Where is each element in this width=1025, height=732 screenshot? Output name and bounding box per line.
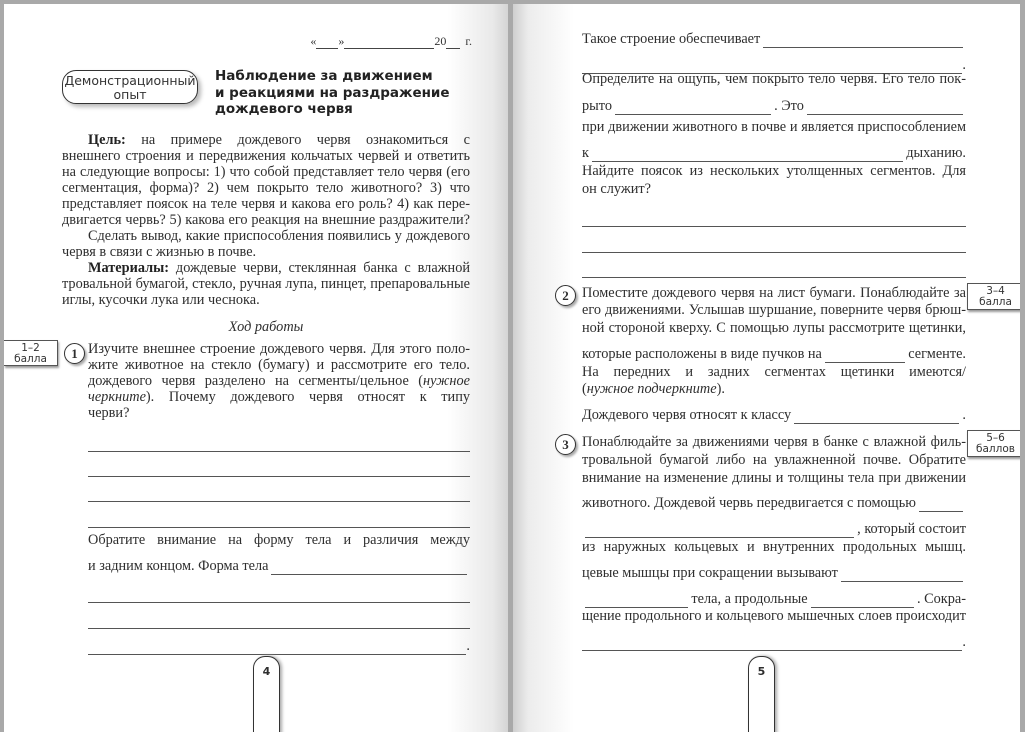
points-value: 3–4	[986, 285, 1005, 297]
right-page	[513, 4, 1020, 732]
text: сегменте.	[908, 346, 966, 362]
text: цевые мышцы при сокращении вызывают	[582, 565, 838, 581]
answer-blank	[615, 101, 771, 115]
text: он служит?	[582, 181, 651, 197]
answer-blank	[88, 463, 470, 477]
text-line	[582, 633, 966, 651]
points-value: 1–2	[21, 342, 40, 354]
text-line	[582, 345, 966, 363]
points-unit: балла	[14, 353, 47, 365]
left-page	[4, 4, 508, 732]
text-line	[582, 301, 966, 319]
text-line	[88, 510, 470, 528]
text: Сделать вывод, какие приспособления появились у дождевого	[88, 228, 470, 244]
text: тровальной бумагой либо на увлажненной почве. Обратите	[582, 452, 966, 468]
answer-blank	[794, 410, 959, 424]
answer-blank	[88, 438, 470, 452]
text-line	[88, 637, 470, 655]
text-line	[88, 404, 470, 422]
text-line	[582, 209, 966, 227]
text: Дождевого червя относят к классу	[582, 407, 792, 423]
answer-blank	[585, 594, 688, 608]
text: На передних и задних сегментах щетинки имеются/	[582, 364, 966, 380]
points-badge-task2	[967, 283, 1020, 310]
demo-label-line: Демонстрационный	[64, 73, 196, 88]
points-unit: балла	[979, 296, 1012, 308]
quote-close: »	[338, 34, 345, 48]
text-line	[582, 564, 966, 582]
answer-blank	[807, 101, 963, 115]
answer-blank	[763, 34, 963, 48]
text: щение продольного и кольцевого мышечных слоев происходит	[582, 608, 966, 624]
text: при движении животного в почве и является приспособлением	[582, 119, 966, 135]
text-line	[88, 585, 470, 603]
bold-label: Материалы:	[88, 260, 170, 276]
text: дыханию.	[906, 145, 966, 161]
italic-text: черкните	[88, 389, 146, 405]
text-line	[582, 319, 966, 337]
text-line	[88, 531, 470, 549]
text: животного. Дождевой червь передвигается с помощью	[582, 495, 916, 511]
text: Обратите внимание на форму тела и различия между	[88, 532, 470, 548]
text-line	[582, 144, 966, 162]
day-blank	[316, 36, 338, 49]
text: Поместите дождевого червя на лист бумаги. Понаблюдайте за	[582, 285, 966, 301]
bold-label: Цель:	[88, 132, 126, 148]
lesson-title	[215, 68, 450, 118]
text: Определите на ощупь, чем покрыто тело червя. Его тело пок-	[582, 71, 966, 87]
points-unit: баллов	[976, 443, 1015, 455]
answer-blank	[88, 514, 470, 528]
text-line	[582, 180, 966, 198]
text: ). Почему дождевого червя относят к типу	[145, 389, 470, 405]
text-line	[582, 70, 966, 88]
text: к	[582, 145, 589, 161]
text-line	[88, 459, 470, 477]
text: и задним концом. Форма тела	[88, 558, 269, 574]
answer-blank	[88, 615, 470, 629]
year-prefix: 20	[434, 34, 447, 48]
text: черви?	[88, 405, 130, 421]
text: жите животное на стекло (бумагу) и рассмотрите его тело.	[88, 357, 470, 373]
work-heading-text: Ход работы	[228, 319, 304, 335]
text-line	[582, 607, 966, 625]
text: иглы, кусочки лука или чеснока.	[62, 292, 260, 308]
text: тела, а продольные	[691, 591, 808, 607]
answer-blank	[811, 594, 914, 608]
answer-blank	[582, 239, 966, 253]
points-value: 5–6	[986, 432, 1005, 444]
work-heading	[62, 318, 470, 336]
text: представляет поясок на теле червя и какова его роль? 4) как пере-	[62, 196, 470, 212]
text: .	[962, 407, 966, 423]
text-line	[582, 520, 966, 538]
answer-blank	[88, 589, 470, 603]
text-line	[62, 291, 470, 309]
text-line	[582, 235, 966, 253]
text: его движениями. Услышав шуршание, поверните червя брюш-	[582, 302, 966, 318]
text-line	[582, 97, 966, 115]
month-blank	[344, 36, 434, 49]
answer-blank	[582, 213, 966, 227]
year-suffix: г.	[465, 34, 472, 48]
text-line	[582, 590, 966, 608]
date-field	[310, 34, 472, 49]
title-line: Наблюдение за движением	[215, 68, 433, 84]
answer-blank	[88, 641, 466, 655]
text: дождевые черви, стеклянная банка с влажной	[175, 260, 470, 276]
text: . Это	[774, 98, 804, 114]
text: ).	[716, 381, 725, 397]
demo-experiment-label	[62, 70, 198, 104]
text: на следующие вопросы: 1) что собой представляет тело червя (его	[62, 164, 470, 180]
text: дождевого червя разделено на сегменты/цельное (	[88, 373, 424, 389]
text: из наружных кольцевых и внутренних продольных мышц.	[582, 539, 966, 555]
text: , который состоит	[857, 521, 966, 537]
answer-blank	[88, 488, 470, 502]
answer-blank	[841, 568, 963, 582]
year-blank	[446, 36, 460, 49]
text: червя в связи с жизнью в почве.	[62, 244, 257, 260]
italic-text: нужное	[423, 373, 470, 389]
text-line	[88, 611, 470, 629]
text-line	[582, 284, 966, 302]
text: .	[466, 638, 470, 654]
answer-blank	[825, 349, 905, 363]
text: . Сокра-	[916, 591, 966, 607]
quote-open: «	[310, 34, 317, 48]
text: ной стороной кверху. С помощью лупы рассмотрите щетинки,	[582, 320, 966, 336]
text: двигается червь? 5) какова его реакция на внешние раздражители?	[62, 212, 470, 228]
answer-blank	[919, 498, 963, 512]
text-line	[88, 434, 470, 452]
text-line	[582, 260, 966, 278]
text: .	[962, 57, 966, 73]
text-line	[582, 118, 966, 136]
text: Найдите поясок из нескольких утолщенных сегментов. Для	[582, 163, 966, 179]
answer-blank	[271, 561, 467, 575]
text: тровальной бумагой, стекло, ручная лупа, пинцет, препаровальные	[62, 276, 470, 292]
answer-blank	[582, 264, 966, 278]
task-number-3: 3	[555, 434, 576, 455]
text-line	[582, 162, 966, 180]
text-line	[88, 484, 470, 502]
task-number-1: 1	[64, 343, 85, 364]
text: внешнего строения и передвижения кольчатых червей и ответить	[62, 148, 470, 164]
text-line	[88, 557, 470, 575]
text-line	[582, 30, 966, 48]
demo-label-line: опыт	[113, 87, 147, 102]
answer-blank	[582, 637, 962, 651]
page-number-tab: 5	[748, 656, 775, 732]
text-line	[582, 363, 966, 381]
answer-blank	[592, 148, 903, 162]
text: рыто	[582, 98, 612, 114]
text-line	[582, 433, 966, 451]
page-number-tab: 4	[253, 656, 280, 732]
text: Понаблюдайте за движениями червя в банке с влажной филь-	[582, 434, 966, 450]
answer-blank	[585, 524, 854, 538]
task-number-2: 2	[555, 285, 576, 306]
points-badge-task3	[967, 430, 1020, 457]
text: (	[582, 381, 587, 397]
text-line	[582, 469, 966, 487]
text: на примере дождевого червя ознакомиться с	[141, 132, 470, 148]
text: Такое строение обеспечивает	[582, 31, 761, 47]
text: Изучите внешнее строение дождевого червя. Для этого поло-	[88, 341, 470, 357]
italic-text: нужное подчеркните	[586, 381, 717, 397]
text-line	[582, 494, 966, 512]
text-line	[582, 406, 966, 424]
points-badge-task1	[4, 340, 58, 366]
text-line	[582, 538, 966, 556]
text: внимание на изменение длины и толщины тела при движении	[582, 470, 966, 486]
text-line	[582, 380, 966, 398]
title-line: и реакциями на раздражение	[215, 84, 450, 101]
title-line: дождевого червя	[215, 101, 353, 117]
text: .	[962, 634, 966, 650]
text-line	[582, 451, 966, 469]
text: которые расположены в виде пучков на	[582, 346, 822, 362]
text: сегментация, форма)? 2) чем покрыто тело животного? 3) что	[62, 180, 470, 196]
